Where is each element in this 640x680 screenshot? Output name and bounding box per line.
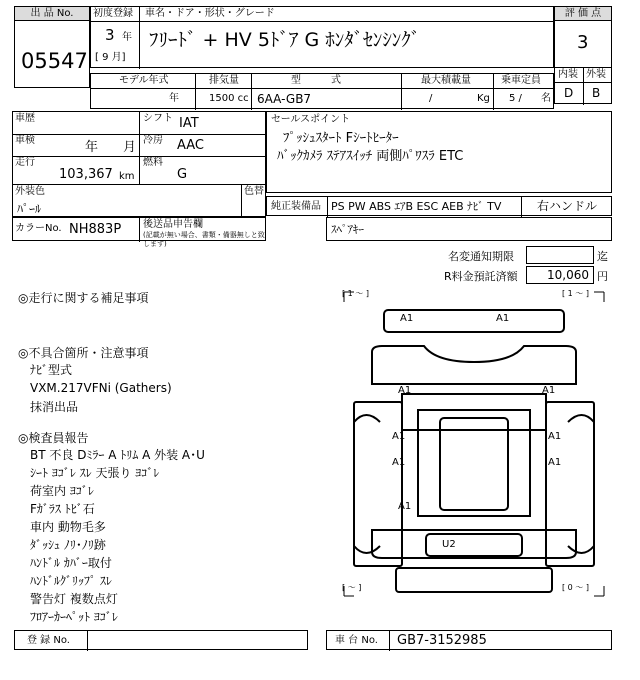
damage-mark-left-door1: A1: [392, 431, 406, 442]
equipment-label: 純正装備品: [271, 201, 321, 212]
mileage-label: 走行: [15, 157, 35, 168]
score-box: [554, 6, 612, 104]
recycle-unit: 円: [597, 270, 608, 283]
shift: IAT: [179, 116, 199, 131]
after-shipment-label: 後送品申告欄: [143, 219, 203, 230]
damage-mark-left-rear: A1: [398, 501, 412, 512]
inspection-month: 月: [123, 140, 137, 155]
inspector-item: ﾊﾝﾄﾞﾙｸﾞﾘｯﾌﾟ ｽﾚ: [30, 574, 112, 588]
after-shipment-note: (記載が無い場合、書類・備器無しと致します): [143, 231, 265, 248]
registration-row: [14, 630, 308, 650]
type-label: 型 式: [291, 75, 341, 86]
inspector-item: ﾌﾛｱｰｶｰﾍﾟｯﾄ ﾖｺﾞﾚ: [30, 610, 118, 624]
capacity-unit: 名: [541, 93, 551, 104]
sales-point-label: セールスポイント: [271, 114, 351, 125]
lot-number-label: 出 品 No.: [15, 7, 89, 21]
damage-diagram: [336, 290, 612, 598]
inspection-year: 年: [85, 140, 99, 155]
car-outline: [336, 290, 612, 598]
damage-mark-front-right: A1: [496, 313, 510, 324]
first-registration-label: 初度登録: [93, 8, 133, 19]
chassis-number: GB7-3152985: [397, 633, 487, 648]
defects-title: ◎不具合箇所・注意事項: [18, 346, 149, 360]
model-year-unit: 年: [169, 93, 179, 104]
capacity-label: 乗車定員: [501, 75, 541, 86]
mileage: 103,367: [59, 167, 113, 182]
steering-side: 右ハンドル: [537, 199, 598, 213]
sales-point-line1: ﾌﾟｯｼｭｽﾀｰﾄ Fｼｰﾄﾋｰﾀｰ: [283, 131, 399, 146]
history-label: 車歴: [15, 113, 35, 124]
score: 3: [577, 32, 589, 53]
name-change-field: [526, 246, 594, 264]
equipment-row: [266, 196, 612, 216]
color-no: NH883P: [69, 222, 122, 237]
displacement: 1500 cc: [209, 93, 249, 104]
recycle-field: [526, 266, 594, 284]
damage-mark-rear-bumper: U2: [442, 539, 456, 550]
color-label: 外装色: [15, 186, 45, 197]
recycle-label: R料金預託済額: [444, 270, 518, 283]
damage-mark-left-door2: A1: [392, 457, 406, 468]
name-change-label: 名変通知期限: [448, 250, 514, 263]
model-type: 6AA-GB7: [257, 92, 312, 106]
chassis-label: 車 台 No.: [335, 635, 378, 646]
displacement-label: 排気量: [209, 75, 239, 86]
defect-item: VXM.217VFNi (Gathers): [30, 381, 172, 395]
registration-label: 登 録 No.: [27, 635, 70, 646]
fuel: G: [177, 167, 188, 182]
car-name: ﾌﾘｰﾄﾞ + HV 5ﾄﾞｱ G ﾎﾝﾀﾞｾﾝｼﾝｸﾞ: [149, 29, 421, 51]
exterior-color: ﾊﾟｰﾙ: [17, 202, 42, 216]
inspector-item: ｼｰﾄ ﾖｺﾞﾚ ｽﾚ 天張り ﾖｺﾞﾚ: [30, 466, 160, 480]
capacity: 5 /: [509, 93, 522, 104]
tag-top-right: [ 1 ～ ]: [562, 289, 589, 298]
interior-grade: D: [564, 86, 574, 100]
inspector-item: ﾊﾝﾄﾞﾙ ｶﾊﾞｰ取付: [30, 556, 112, 570]
recycle-value: 10,060: [547, 268, 589, 282]
damage-mark-hood: A1: [542, 385, 556, 396]
exterior-label: 外装: [586, 69, 606, 80]
after-shipment-value-box: [326, 217, 612, 241]
inspector-item: 荷室内 ﾖｺﾞﾚ: [30, 484, 94, 498]
shift-label: シフト: [143, 113, 173, 124]
inspector-item: Fｶﾞﾗｽ ﾄﾋﾞ石: [30, 502, 95, 516]
exterior-grade: B: [592, 86, 601, 100]
damage-mark-right-door1: A1: [548, 431, 562, 442]
car-name-label: 車名・ドア・形状・グレード: [145, 8, 275, 19]
air-conditioning: AAC: [177, 138, 204, 153]
sales-point-line2: ﾊﾞｯｸｶﾒﾗ ｽﾃｱｽｲｯﾁ 両側ﾊﾟﾜｽﾗ ETC: [277, 149, 464, 164]
spec-row: [90, 73, 554, 109]
title-box: [90, 6, 554, 68]
tag-bottom-left: [ ～ ]: [342, 583, 362, 592]
inspector-item: BT 不良 Dﾐﾗｰ A ﾄﾘﾑ A 外装 A･U: [30, 448, 205, 462]
driving-notes-title: ◎走行に関する補足事項: [18, 291, 149, 305]
vehicle-info: [12, 111, 266, 217]
load-value: /: [429, 93, 433, 104]
load-label: 最大積載量: [421, 75, 471, 86]
first-registration-month: [ 9 月]: [95, 52, 126, 63]
inspector-item: ﾀﾞｯｼｭ ﾉﾘ･ﾉﾘ跡: [30, 538, 106, 552]
defect-item: ﾅﾋﾞ型式: [30, 363, 73, 377]
inspector-title: ◎検査員報告: [18, 431, 89, 445]
equipment: PS PW ABS ｴｱB ESC AEB ﾅﾋﾞ TV: [331, 200, 502, 213]
color-no-row: [12, 217, 266, 248]
damage-mark-left-upper: A1: [398, 385, 412, 396]
inspection-label: 車検: [15, 135, 35, 146]
inspector-item: 警告灯 複数点灯: [30, 592, 118, 606]
tag-top-left: [ 1 ～ ]: [342, 289, 369, 298]
color-change-label: 色替: [244, 186, 264, 197]
tag-bottom-right: [ 0 ～ ]: [562, 583, 589, 592]
load-unit: Kg: [477, 93, 490, 104]
lot-number: 05547: [21, 49, 88, 73]
name-change-unit: 迄: [597, 250, 608, 263]
fuel-label: 燃料: [143, 157, 163, 168]
damage-mark-right-door2: A1: [548, 457, 562, 468]
first-registration-year: 3: [105, 26, 115, 44]
model-year-label: モデル年式: [119, 75, 169, 86]
after-shipment-value: ｽﾍﾟｱｷｰ: [331, 223, 364, 236]
mileage-unit: km: [119, 171, 135, 182]
ac-label: 冷房: [143, 135, 163, 146]
year-unit: 年: [122, 32, 132, 43]
defect-item: 抹消出品: [30, 400, 79, 414]
damage-mark-front-left: A1: [400, 313, 414, 324]
inspector-item: 車内 動物毛多: [30, 520, 106, 534]
lot-number-box: [14, 6, 90, 88]
color-no-label: カラーNo.: [15, 223, 62, 234]
chassis-row: [326, 630, 612, 650]
score-label: 評 価 点: [555, 7, 611, 21]
interior-label: 内装: [558, 69, 578, 80]
sales-point-box: [266, 111, 612, 193]
